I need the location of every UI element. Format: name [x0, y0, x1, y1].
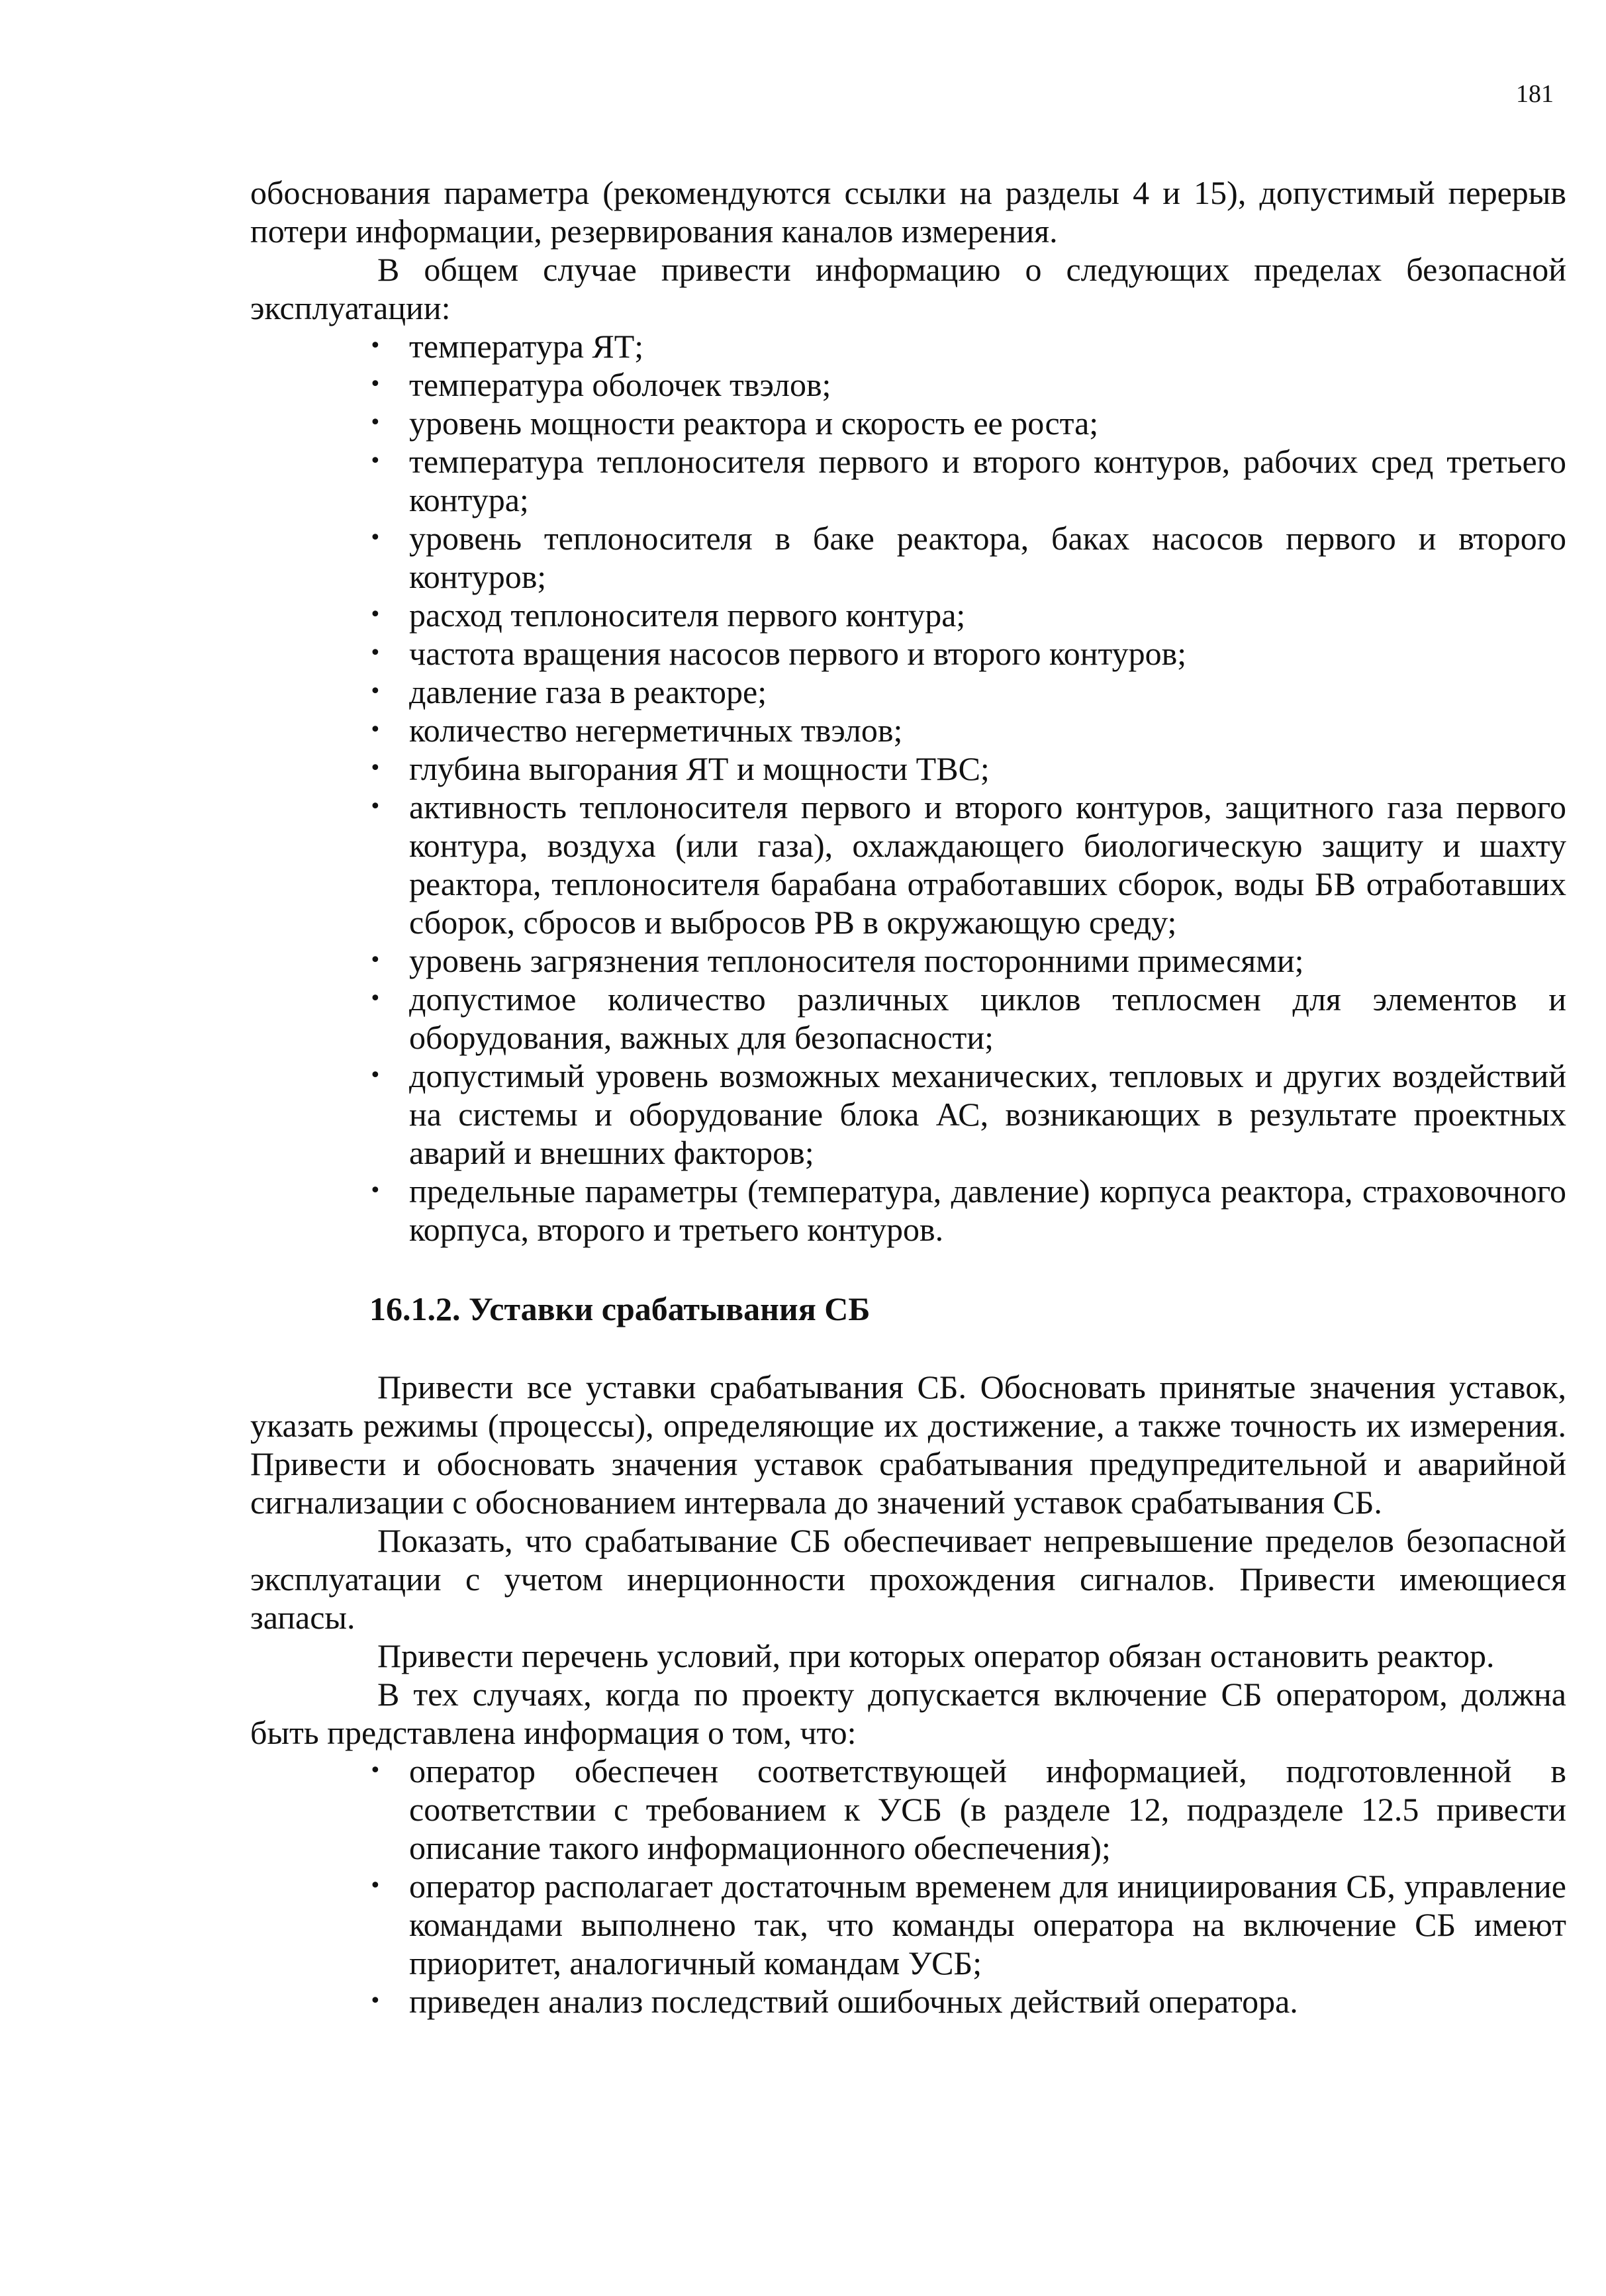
list-item-text: допустимый уровень возможных механических, тепловых и других воздействий на системы и оборудование блока АС, возникающих в результате проектных аварий и внешних факторов;	[409, 1057, 1566, 1171]
list-item-text: оператор располагает достаточным временем для инициирования СБ, управление командами выполнено так, что команды оператора на включение СБ имеют приоритет, аналогичный командам УСБ;	[409, 1868, 1566, 1982]
list-item	[250, 365, 1566, 404]
list-item	[250, 634, 1566, 673]
list-item	[250, 442, 1566, 519]
list-item-text: глубина выгорания ЯТ и мощности ТВС;	[409, 750, 990, 787]
list-item-text: количество негерметичных твэлов;	[409, 712, 903, 749]
list-item	[250, 1982, 1566, 2021]
page-number: 181	[1516, 80, 1554, 108]
paragraph-actuation: Показать, что срабатывание СБ обеспечивает непревышение пределов безопасной эксплуатации с учетом инерционности прохождения сигналов. Привести имеющиеся запасы.	[250, 1522, 1566, 1636]
bullet-icon: •	[369, 1759, 381, 1782]
list-item-text: температура ЯТ;	[409, 328, 644, 365]
bullet-icon: •	[369, 526, 381, 550]
list-item-text: оператор обеспечен соответствующей информацией, подготовленной в соответствии с требованием к УСБ (в разделе 12, подразделе 12.5 привести описание такого информационного обеспечения);	[409, 1752, 1566, 1866]
list-item	[250, 673, 1566, 711]
bullet-icon: •	[369, 680, 381, 703]
bullet-icon: •	[369, 642, 381, 665]
list-item-text: давление газа в реакторе;	[409, 673, 767, 710]
bullet-icon: •	[369, 949, 381, 972]
list-item	[250, 749, 1566, 788]
bullet-icon: •	[369, 411, 381, 434]
list-item-text: уровень мощности реактора и скорость ее роста;	[409, 405, 1099, 442]
list-item	[250, 1172, 1566, 1249]
bullet-icon: •	[369, 1179, 381, 1202]
list-item-text: уровень загрязнения теплоносителя посторонними примесями;	[409, 942, 1304, 979]
paragraph-operator: В тех случаях, когда по проекту допускается включение СБ оператором, должна быть представлена информация о том, что:	[250, 1676, 1566, 1751]
list-item	[250, 1867, 1566, 1982]
section-heading: 16.1.2. Уставки срабатывания СБ	[369, 1290, 871, 1327]
list-item	[250, 596, 1566, 634]
bullet-icon: •	[369, 373, 381, 396]
paragraph-intro: В общем случае привести информацию о следующих пределах безопасной эксплуатации:	[250, 251, 1566, 326]
list-item-text: температура оболочек твэлов;	[409, 366, 831, 403]
list-item-text: расход теплоносителя первого контура;	[409, 597, 966, 634]
list-item	[250, 519, 1566, 596]
bullet-icon: •	[369, 1064, 381, 1087]
paragraph-continuation: обоснования параметра (рекомендуются ссылки на разделы 4 и 15), допустимый перерыв потери информации, резервирования каналов измерения.	[250, 174, 1566, 250]
list-item	[250, 404, 1566, 442]
list-item-text: активность теплоносителя первого и второго контуров, защитного газа первого контура, воздуха (или газа), охлаждающего биологическую защиту и шахту реактора, теплоносителя барабана отработавших сборок, воды БВ отработавших сборок, сбросов и выбросов РВ в окружающую среду;	[409, 789, 1566, 941]
list-item	[250, 1752, 1566, 1867]
document-body	[250, 173, 1566, 2021]
list-item-text: температура теплоносителя первого и второго контуров, рабочих сред третьего контура;	[409, 443, 1566, 518]
bullet-icon: •	[369, 795, 381, 818]
bullet-icon: •	[369, 1874, 381, 1897]
bullet-icon: •	[369, 603, 381, 626]
list-item	[250, 941, 1566, 980]
bullet-icon: •	[369, 1989, 381, 2013]
list-item-text: приведен анализ последствий ошибочных действий оператора.	[409, 1983, 1298, 2020]
bullet-icon: •	[369, 334, 381, 358]
bullet-icon: •	[369, 450, 381, 473]
list-item	[250, 980, 1566, 1057]
safety-limits-list	[250, 327, 1566, 1249]
list-item	[250, 788, 1566, 941]
paragraph-setpoints: Привести все уставки срабатывания СБ. Обосновать принятые значения уставок, указать режимы (процессы), определяющие их достижение, а также точность их измерения. Привести и обосновать значения уставок срабатывания предупредительной и аварийной сигнализации с обоснованием интервала до значений уставок срабатывания СБ.	[250, 1368, 1566, 1521]
bullet-icon: •	[369, 987, 381, 1010]
list-item	[250, 327, 1566, 365]
operator-requirements-list	[250, 1752, 1566, 2021]
bullet-icon: •	[369, 757, 381, 780]
list-item	[250, 1057, 1566, 1172]
list-item	[250, 711, 1566, 749]
bullet-icon: •	[369, 718, 381, 741]
list-item-text: предельные параметры (температура, давление) корпуса реактора, страховочного корпуса, второго и третьего контуров.	[409, 1172, 1566, 1248]
list-item-text: уровень теплоносителя в баке реактора, баках насосов первого и второго контуров;	[409, 520, 1566, 595]
paragraph-conditions: Привести перечень условий, при которых оператор обязан остановить реактор.	[377, 1637, 1495, 1674]
list-item-text: допустимое количество различных циклов теплосмен для элементов и оборудования, важных для безопасности;	[409, 981, 1566, 1056]
list-item-text: частота вращения насосов первого и второго контуров;	[409, 635, 1187, 672]
